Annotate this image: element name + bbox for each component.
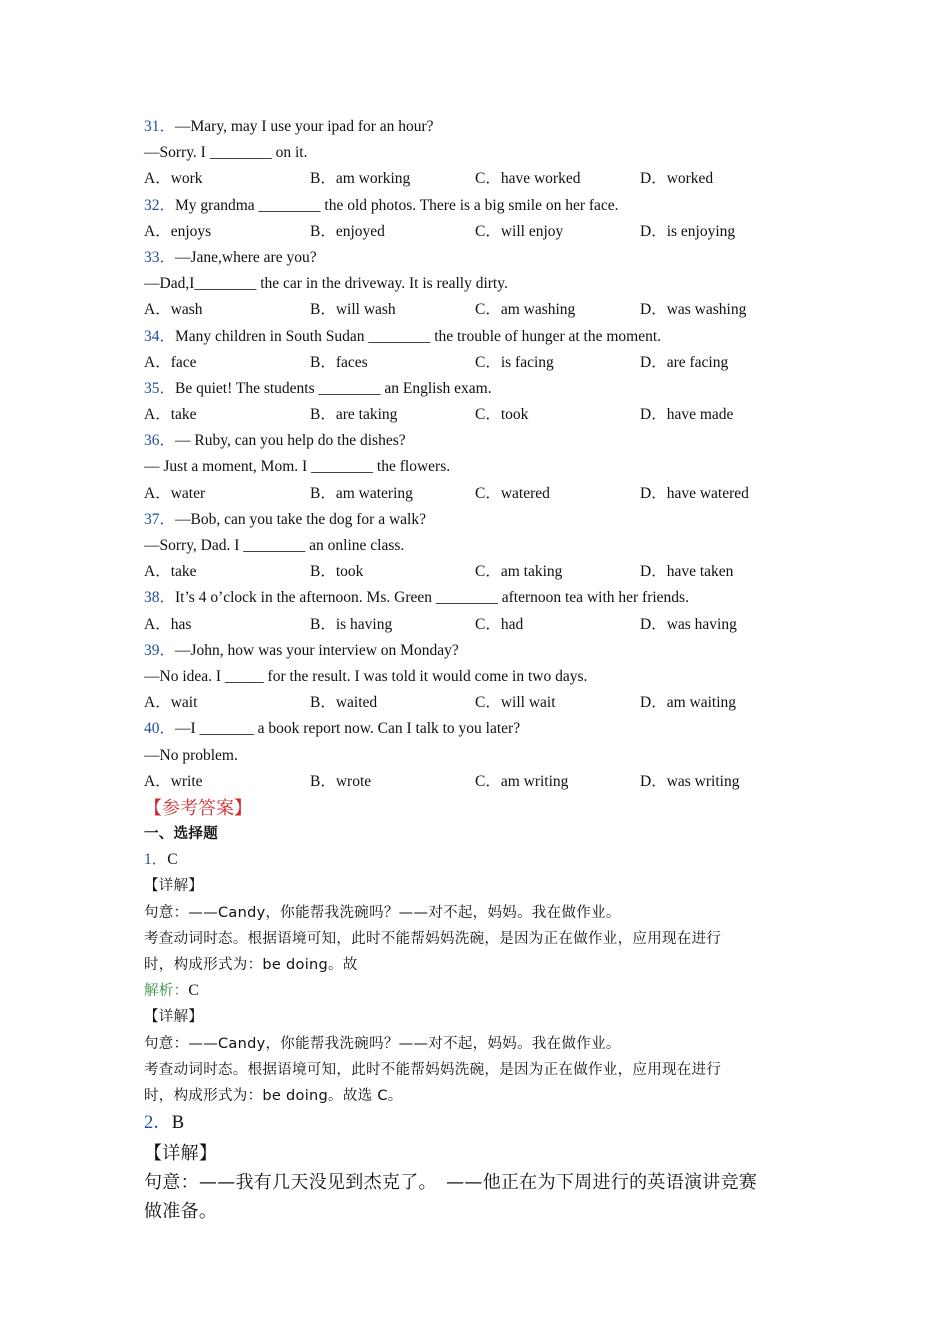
question-item xyxy=(144,585,804,637)
option-d: D．am waiting xyxy=(640,694,736,712)
question-number: 40． xyxy=(144,720,176,738)
question-text: —Sorry, Dad. I ________ an online class. xyxy=(144,537,405,554)
answer-number: 2． xyxy=(144,1113,172,1134)
option-b: B．am watering xyxy=(310,484,413,502)
question-stem xyxy=(144,245,804,271)
option-c: C．am washing xyxy=(475,301,576,319)
question-stem xyxy=(144,324,804,350)
question-item xyxy=(144,193,804,245)
question-number: 37． xyxy=(144,510,176,528)
question-item xyxy=(144,324,804,376)
detail-label: 【详解】 xyxy=(144,878,204,895)
question-dialogue-line xyxy=(144,271,804,297)
option-row xyxy=(144,297,804,323)
option-a: A．wash xyxy=(144,301,203,319)
option-d: D．worked xyxy=(640,170,714,188)
option-row xyxy=(144,690,804,716)
question-stem xyxy=(144,638,804,664)
question-text: Be quiet! The students ________ an English exam. xyxy=(175,379,492,397)
question-text: — Just a moment, Mom. I ________ the flowers. xyxy=(144,458,451,476)
option-b: B．enjoyed xyxy=(310,222,385,240)
detail-label: 【详解】 xyxy=(144,1009,204,1026)
detail-label: 【详解】 xyxy=(144,1142,218,1164)
option-c: C．will wait xyxy=(475,694,556,712)
question-text: It’s 4 o’clock in the afternoon. Ms. Green ________ afternoon tea with her friends. xyxy=(175,589,689,607)
option-a: A．wait xyxy=(144,694,198,712)
option-d: D．is enjoying xyxy=(640,222,736,240)
option-c: C．am taking xyxy=(475,563,563,581)
question-stem xyxy=(144,428,804,454)
question-number: 34． xyxy=(144,327,176,345)
question-text: —John, how was your interview on Monday? xyxy=(175,641,459,659)
answer-1-line xyxy=(144,847,804,873)
option-row xyxy=(144,481,804,507)
answer-2-line xyxy=(144,1109,804,1139)
question-item xyxy=(144,428,804,507)
question-stem xyxy=(144,114,804,140)
option-c: C．is facing xyxy=(475,353,554,371)
question-list xyxy=(144,114,804,795)
question-text: —Jane,where are you? xyxy=(175,248,317,266)
option-b: B．is having xyxy=(310,615,393,633)
option-row xyxy=(144,350,804,376)
option-row xyxy=(144,769,804,795)
option-row xyxy=(144,219,804,245)
question-item xyxy=(144,638,804,717)
option-c: C．am writing xyxy=(475,772,569,790)
option-d: D．was writing xyxy=(640,772,740,790)
question-item xyxy=(144,376,804,428)
jiexi-line xyxy=(144,978,804,1004)
jiexi-label: 解析： xyxy=(144,983,189,1000)
option-d: D．was having xyxy=(640,615,737,633)
option-a: A．enjoys xyxy=(144,222,212,240)
option-d: D．have made xyxy=(640,406,734,424)
option-b: B．faces xyxy=(310,353,368,371)
option-b: B．took xyxy=(310,563,364,581)
sentence-meaning: 句意：——Candy，你能帮我洗碗吗？——对不起，妈妈。我在做作业。 xyxy=(144,1035,621,1052)
option-c: C．took xyxy=(475,406,529,424)
analysis-text: 时，构成形式为：be doing。故 xyxy=(144,957,358,973)
question-number: 36． xyxy=(144,432,176,450)
option-c: C．watered xyxy=(475,484,550,502)
answer-number: 1． xyxy=(144,851,168,869)
answer-title: 【参考答案】 xyxy=(144,797,252,818)
question-number: 38． xyxy=(144,589,176,607)
analysis-text: 考查动词时态。根据语境可知，此时不能帮妈妈洗碗，是因为正在做作业，应用现在进行 xyxy=(144,1061,722,1078)
sentence-meaning: 做准备。 xyxy=(144,1200,218,1222)
question-text: —No idea. I _____ for the result. I was told it would come in two days. xyxy=(144,667,588,685)
question-text: —No problem. xyxy=(144,746,238,764)
option-d: D．have watered xyxy=(640,484,749,502)
option-row xyxy=(144,402,804,428)
option-row xyxy=(144,612,804,638)
question-number: 39． xyxy=(144,641,176,659)
question-stem xyxy=(144,376,804,402)
option-row xyxy=(144,166,804,192)
question-text: —I _______ a book report now. Can I talk to you later? xyxy=(175,720,521,738)
section-heading: 一、选择题 xyxy=(144,826,218,843)
question-dialogue-line xyxy=(144,533,804,559)
question-number: 31． xyxy=(144,118,176,135)
question-stem xyxy=(144,193,804,219)
question-number: 33． xyxy=(144,248,176,266)
question-text: —Bob, can you take the dog for a walk? xyxy=(175,510,426,528)
jiexi-value: C xyxy=(188,982,199,1000)
option-a: A．take xyxy=(144,406,197,424)
question-number: 32． xyxy=(144,196,176,214)
question-text: Many children in South Sudan ________ the trouble of hunger at the moment. xyxy=(175,327,662,345)
option-b: B．are taking xyxy=(310,406,398,424)
document-page xyxy=(144,114,804,1226)
analysis-text: 考查动词时态。根据语境可知，此时不能帮妈妈洗碗，是因为正在做作业，应用现在进行 xyxy=(144,930,722,947)
option-a: A．has xyxy=(144,615,192,633)
option-a: A．face xyxy=(144,353,197,371)
question-item xyxy=(144,245,804,324)
sentence-meaning: 句意：——Candy，你能帮我洗碗吗？——对不起，妈妈。我在做作业。 xyxy=(144,904,621,921)
analysis-text: 时，构成形式为：be doing。故选 C。 xyxy=(144,1087,403,1104)
question-dialogue-line xyxy=(144,140,804,166)
option-a: A．water xyxy=(144,484,206,502)
option-b: B．will wash xyxy=(310,301,396,319)
option-c: C．have worked xyxy=(475,170,581,188)
option-a: A．take xyxy=(144,563,197,581)
option-c: C．will enjoy xyxy=(475,222,564,240)
sentence-meaning: 句意：——我有几天没见到杰克了。 ——他正在为下周进行的英语演讲竞赛 xyxy=(144,1171,758,1193)
question-stem xyxy=(144,716,804,742)
answer-letter: B xyxy=(171,1113,185,1134)
question-item xyxy=(144,716,804,795)
answer-section xyxy=(144,795,804,1226)
question-stem xyxy=(144,507,804,533)
option-c: C．had xyxy=(475,615,524,633)
question-text: —Dad,I________ the car in the driveway. It is really dirty. xyxy=(144,275,508,293)
question-text: —Mary, may I use your ipad for an hour? xyxy=(175,118,434,135)
option-b: B．waited xyxy=(310,694,378,712)
question-item xyxy=(144,114,804,193)
question-text: —Sorry. I ________ on it. xyxy=(144,144,308,162)
question-item xyxy=(144,507,804,586)
option-d: D．have taken xyxy=(640,563,734,581)
option-d: D．are facing xyxy=(640,353,729,371)
option-a: A．work xyxy=(144,170,203,188)
question-stem xyxy=(144,585,804,611)
question-dialogue-line xyxy=(144,664,804,690)
option-d: D．was washing xyxy=(640,301,747,319)
option-a: A．write xyxy=(144,772,203,790)
question-number: 35． xyxy=(144,379,176,397)
option-b: B．am working xyxy=(310,170,411,188)
question-dialogue-line xyxy=(144,454,804,480)
option-b: B．wrote xyxy=(310,772,372,790)
question-text: — Ruby, can you help do the dishes? xyxy=(175,432,406,450)
question-text: My grandma ________ the old photos. There is a big smile on her face. xyxy=(175,196,619,214)
option-row xyxy=(144,559,804,585)
question-dialogue-line xyxy=(144,743,804,769)
answer-letter: C xyxy=(167,851,178,869)
